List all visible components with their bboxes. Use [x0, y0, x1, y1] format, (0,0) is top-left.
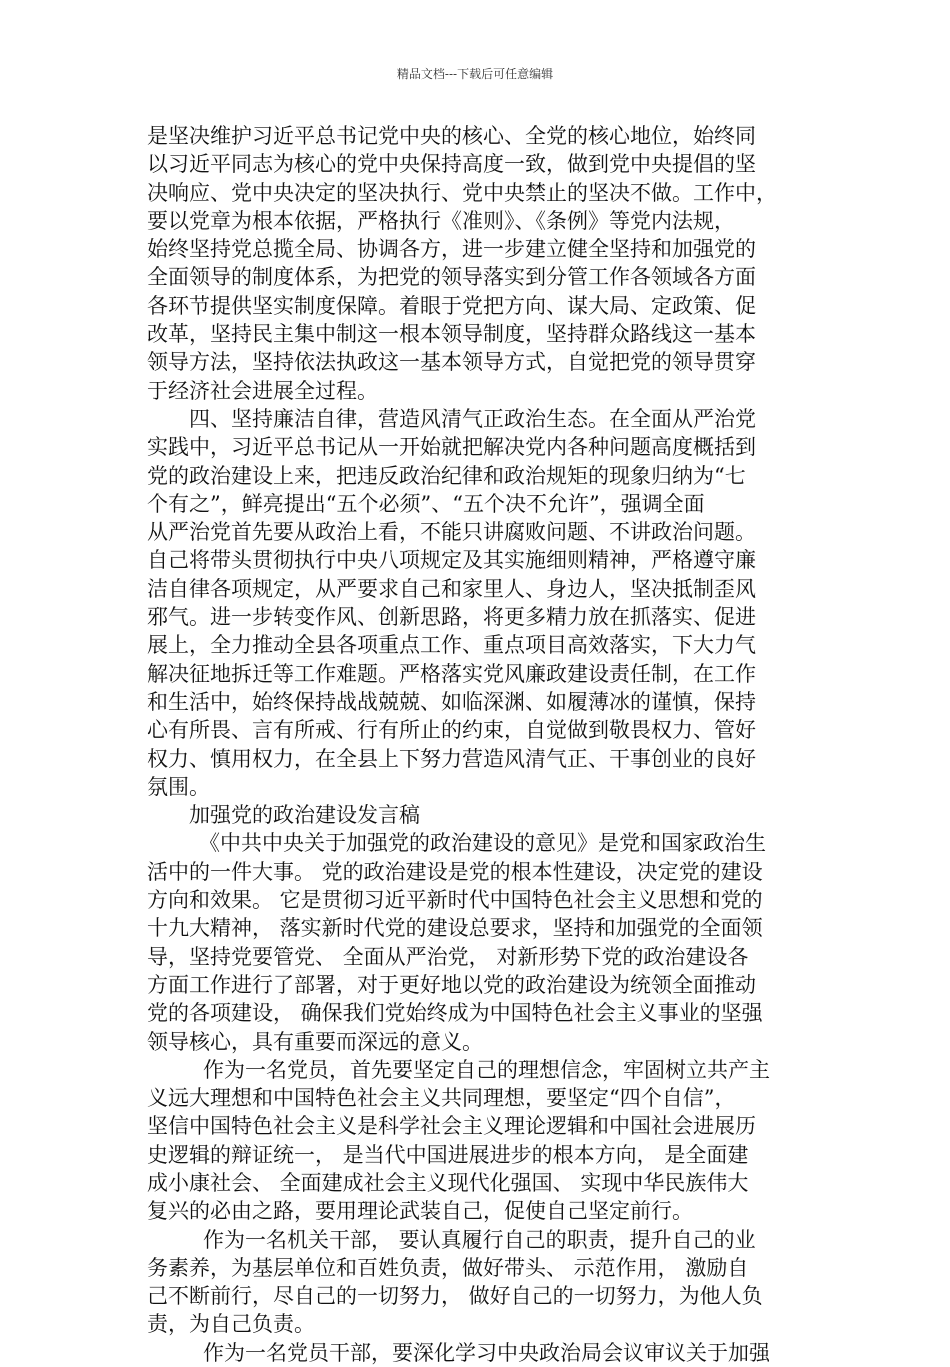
text-line: 以习近平同志为核心的党中央保持高度一致，做到党中央提倡的坚: [147, 152, 756, 177]
text-line: 展上，全力推动全县各项重点工作、重点项目高效落实，下大力气: [147, 633, 756, 658]
text-line: 领导方法，坚持依法执政这一基本领导方式，自觉把党的领导贯穿: [147, 350, 756, 375]
text-line: 全面领导的制度体系，为把党的领导落实到分管工作各领域各方面: [147, 265, 756, 290]
document-body: [147, 122, 807, 1367]
text-line: 要以党章为根本依据，严格执行《准则》、《条例》等党内法规，: [147, 208, 735, 233]
text-line: 实践中，习近平总书记从一开始就把解决党内各种问题高度概括到: [147, 435, 756, 460]
text-line: 党的各项建设， 确保我们党始终成为中国特色社会主义事业的坚强: [147, 1001, 763, 1026]
text-line: 邪气。进一步转变作风、创新思路，将更多精力放在抓落实、促进: [147, 605, 756, 630]
text-line: 洁自律各项规定，从严要求自己和家里人、身边人，坚决抵制歪风: [147, 576, 756, 601]
text-line: 氛围。: [147, 774, 210, 799]
text-line: 务素养，为基层单位和百姓负责，做好带头、 示范作用， 激励自: [147, 1255, 749, 1280]
text-line: 自己将带头贯彻执行中央八项规定及其实施细则精神，严格遵守廉: [147, 548, 756, 573]
text-line: 是坚决维护习近平总书记党中央的核心、全党的核心地位，始终同: [147, 124, 756, 148]
text-line: 领导核心，具有重要而深远的意义。: [147, 1029, 483, 1054]
text-line: 从严治党首先要从政治上看，不能只讲腐败问题、不讲政治问题。: [147, 520, 756, 545]
text-line: 方向和效果。 它是贯彻习近平新时代中国特色社会主义思想和党的: [147, 888, 763, 913]
section-title: 加强党的政治建设发言稿: [189, 803, 420, 828]
paragraph-start-line: 《中共中央关于加强党的政治建设的意见》是党和国家政治生: [199, 831, 766, 856]
text-line: 权力、慎用权力，在全县上下努力营造风清气正、干事创业的良好: [147, 746, 756, 771]
text-line: 各环节提供坚实制度保障。着眼于党把方向、谋大局、定政策、促: [147, 293, 756, 318]
text-line: 个有之”，鲜亮提出“五个必须”、“五个决不允许”，强调全面: [147, 491, 705, 516]
paragraph-start-line: 作为一名党员干部，要深化学习中央政治局会议审议关于加强: [203, 1340, 770, 1365]
text-line: 始终坚持党总揽全局、协调各方，进一步建立健全坚持和加强党的: [147, 237, 756, 262]
text-line: 史逻辑的辩证统一， 是当代中国进展进步的根本方向， 是全面建: [147, 1142, 749, 1167]
text-line: 己不断前行，尽自己的一切努力， 做好自己的一切努力，为他人负: [147, 1284, 763, 1309]
text-line: 方面工作进行了部署，对于更好地以党的政治建设为统领全面推动: [147, 972, 756, 997]
page-header: 精品文档---下载后可任意编辑: [396, 67, 554, 81]
text-line: 解决征地拆迁等工作难题。严格落实党风廉政建设责任制，在工作: [147, 661, 756, 686]
text-line: 活中的一件大事。 党的政治建设是党的根本性建设，决定党的建设: [147, 859, 763, 884]
paragraph-start-line: 四、坚持廉洁自律，营造风清气正政治生态。在全面从严治党: [189, 406, 756, 431]
paragraph-start-line: 作为一名党员，首先要坚定自己的理想信念，牢固树立共产主: [203, 1057, 770, 1082]
text-line: 坚信中国特色社会主义是科学社会主义理论逻辑和中国社会进展历: [147, 1114, 756, 1139]
text-line: 义远大理想和中国特色社会主义共同理想，要坚定“四个自信”，: [147, 1086, 736, 1111]
text-line: 导，坚持党要管党、 全面从严治党， 对新形势下党的政治建设各: [147, 944, 749, 969]
text-line: 和生活中，始终保持战战兢兢、如临深渊、如履薄冰的谨慎，保持: [147, 689, 756, 714]
text-line: 心有所畏、言有所戒、行有所止的约束，自觉做到敬畏权力、管好: [147, 718, 756, 743]
text-line: 改革，坚持民主集中制这一根本领导制度，坚持群众路线这一基本: [147, 322, 756, 347]
paragraph-start-line: 作为一名机关干部， 要认真履行自己的职责，提升自己的业: [203, 1227, 756, 1252]
text-line: 于经济社会进展全过程。: [147, 378, 378, 403]
text-line: 十九大精神， 落实新时代党的建设总要求，坚持和加强党的全面领: [147, 916, 763, 941]
text-line: 责，为自己负责。: [147, 1312, 315, 1337]
text-line: 决响应、党中央决定的坚决执行、党中央禁止的坚决不做。工作中，: [147, 180, 777, 205]
text-line: 复兴的必由之路，要用理论武装自己，促使自己坚定前行。: [147, 1199, 693, 1224]
text-line: 成小康社会、 全面建成社会主义现代化强国、 实现中华民族伟大: [147, 1170, 749, 1195]
text-line: 党的政治建设上来，把违反政治纪律和政治规矩的现象归纳为“七: [147, 463, 746, 488]
